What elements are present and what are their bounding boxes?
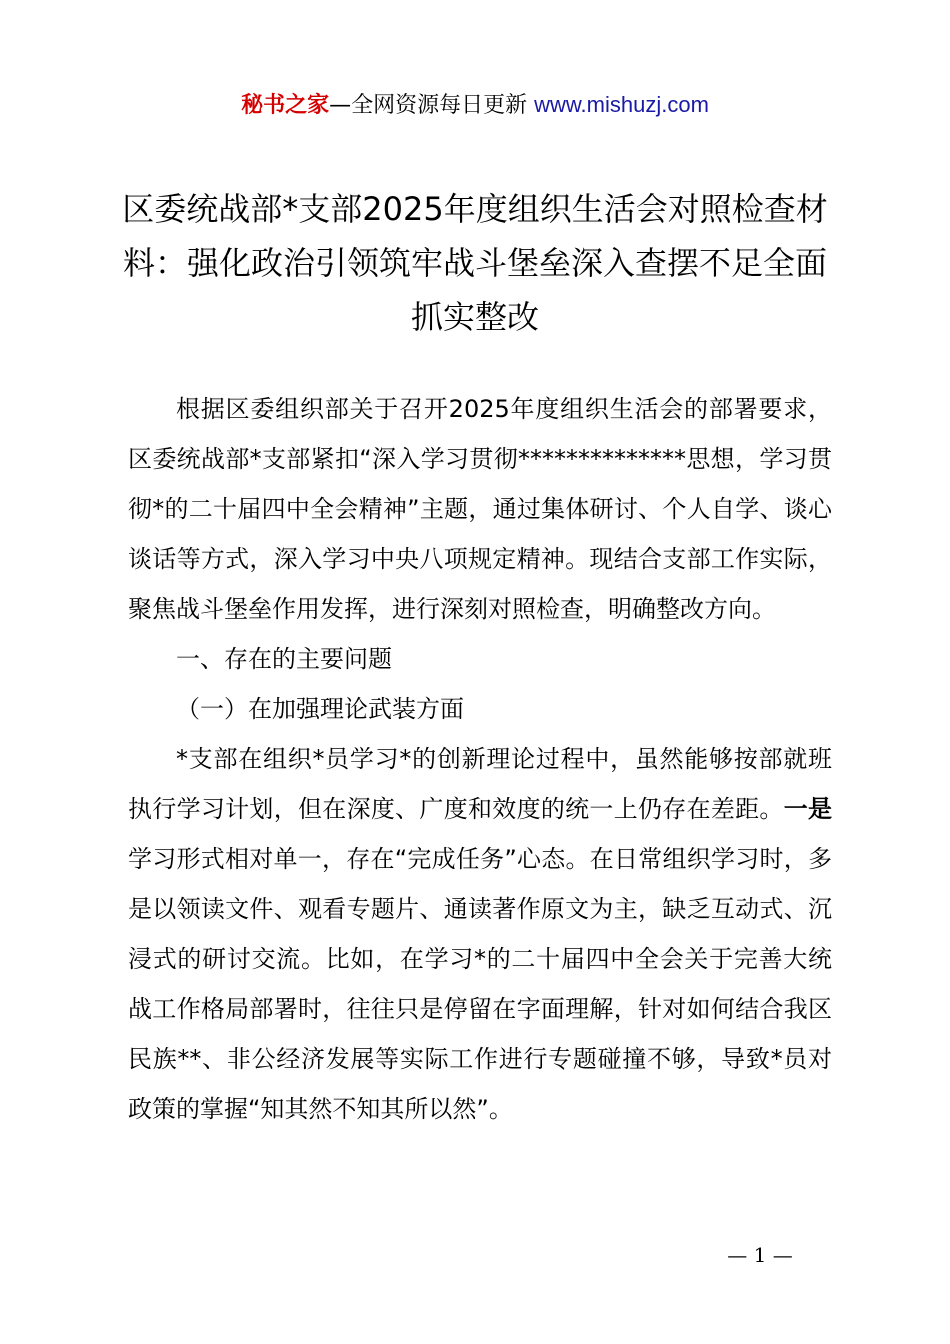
theory-paragraph (128, 734, 832, 1134)
page-number: — 1 — (727, 1243, 793, 1267)
point-one-text: 学习形式相对单一，存在“完成任务”心态。在日常组织学习时，多是以领读文件、观看专题片、通读著作原文为主，缺乏互动式、沉浸式的研讨交流。比如，在学习*的二十届四中全会关于完善大统战工作格局部署时，往往只是停留在字面理解，针对如何结合我区民族**、非公经济发展等实际工作进行专题碰撞不够，导致*员对政策的掌握“知其然不知其所以然”。 (128, 845, 832, 1123)
document-title: 区委统战部*支部2025年度组织生活会对照检查材料：强化政治引领筑牢战斗堡垒深入查摆不足全面抓实整改 (122, 190, 828, 336)
site-header (0, 88, 950, 123)
section-heading: 一、存在的主要问题 (176, 645, 392, 673)
point-one-label: 一是 (783, 795, 833, 823)
document-body (128, 384, 832, 1134)
theory-paragraph-text: *支部在组织*员学习*的创新理论过程中，虽然能够按部就班执行学习计划，但在深度、广度和效度的统一上仍存在差距。 (128, 745, 832, 823)
subsection-heading: （一）在加强理论武装方面 (176, 695, 464, 723)
intro-paragraph: 根据区委组织部关于召开2025年度组织生活会的部署要求，区委统战部*支部紧扣“深入学习贯彻**************思想，学习贯彻*的二十届四中全会精神”主题，通过集体研讨、个人自学、谈心谈话等方式，深入学习中央八项规定精神。现结合支部工作实际，聚焦战斗堡垒作用发挥，进行深刻对照检查，明确整改方向。 (128, 395, 832, 623)
brand-name: 秘书之家 (241, 93, 330, 118)
header-tagline: —全网资源每日更新 (329, 93, 535, 118)
site-url-link[interactable]: www.mishuzj.com (534, 92, 709, 117)
